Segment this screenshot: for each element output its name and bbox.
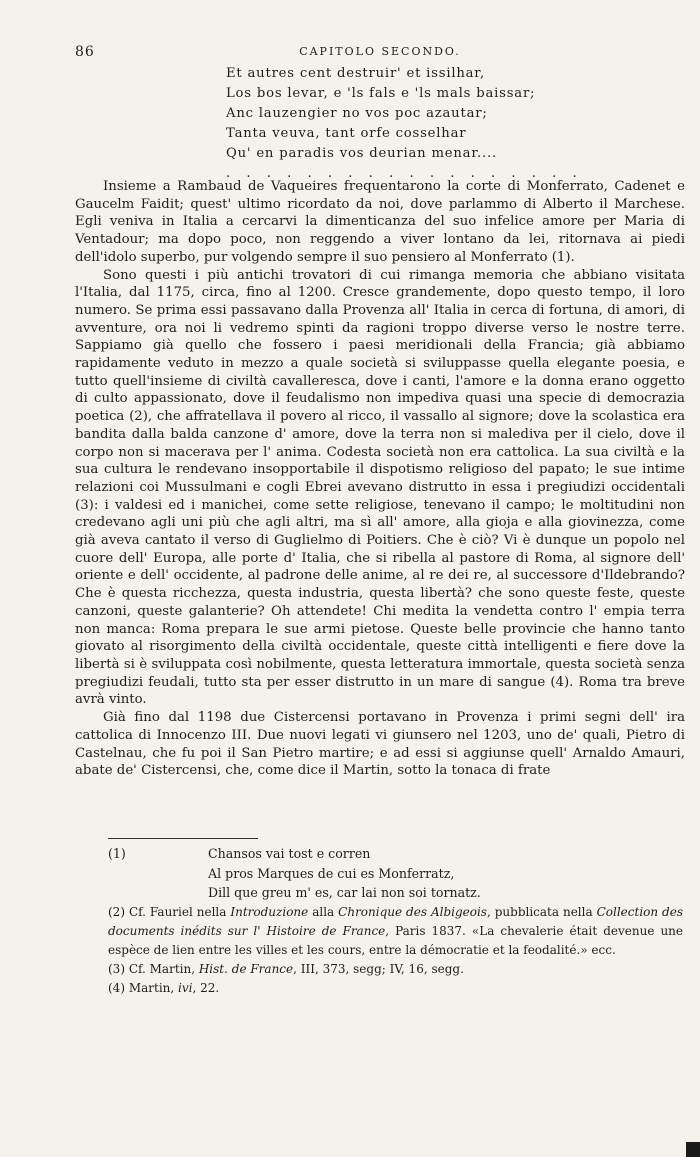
paragraph: Sono questi i più antichi trovatori di cui rimanga memoria che abbiano visitata l'Italia, dal 1175, circa, fino al 1200. Cresce grandemente, dopo questo tempo, il loro numero. Se prima essi passavano dalla Provenza all' Italia in cerca di fortuna, di amori, di avventure, ora noi li vedremo spinti da ragioni troppo diverse verso le nostre terre. Sappiamo già quello che fossero i paesi meridionali della Francia; già abbiamo rapidamente veduto in mezzo a quale società si sviluppasse quella elegante poesia, e tutto quell'insieme di civiltà cavalleresca, dove i canti, l'amore e la donna erano oggetto di culto appassionato, dove il feudalismo non impediva quasi una specie di democrazia poetica (2), che affratellava il povero al ricco, il vassallo al signore; dove la scolastica era bandita dalla balda canzone d' amore, dove la terra non si malediva per il cielo, dove il corpo non si macerava per l' anima. Codesta società non era cattolica. La sua civiltà e la sua cultura le rendevano insopportabile il dispotismo religioso del papato; le sue intime relazioni coi Mussulmani e cogli Ebrei avevano distrutto in essa i pregiudizi occidentali (3): i valdesi ed i manichei, come sette religiose, tenevano il campo; le moltitudini non credevano agli uni più che agli altri, ma sì all' amore, alla gioja e alla giovinezza, come già aveva cantato il verso di Guglielmo di Poitiers. Che è ciò? Vi è dunque un popolo nel cuore dell' Europa, alle porte d' Italia, che si ribella al pastore di Roma, al signore dell' oriente e dell' occidente, al padrone delle anime, al re dei re, al successore d'Ildebrando? Che è questa ricchezza, questa industria, questa libertà? che sono queste feste, queste canzoni, queste galanterie? Oh attendete! Chi medita la vendetta contro l' empia terra non manca: Roma prepara le sue armi pietose. Queste belle provincie che hanno tanto giovato al risorgimento della civiltà occidentale, queste città intelligenti e fiere dove la libertà si è sviluppata così nobilmente, questa letteratura immortale, questa società senza pregiudizi feudali, tutto sta per esser distrutto in un mare di sangue (4). Roma tra breve avrà vinto. [75, 267, 685, 708]
footnote-verse-line: Al pros Marques de cui es Monferratz, [208, 865, 455, 881]
verse-line: Los bos levar, e 'ls fals e 'ls mals baissar; [226, 86, 536, 101]
verse-ellipsis: . . . . . . . . . . . . . . . . . . [226, 166, 583, 181]
footnote-text: , Paris 1837. «La chevalerie était devenue une espèce de lien entre les villes et les cours, entre la démocratie et la feodalité.» ecc. [108, 924, 684, 957]
verse-block [226, 64, 583, 184]
footnote-verse [208, 844, 481, 903]
running-head [75, 44, 685, 62]
footnote-3 [108, 960, 683, 979]
footnote-text: , pubblicata nella [486, 905, 597, 919]
footnotes [108, 903, 683, 998]
binding-edge [686, 1142, 700, 1157]
footnote-verse-line: Dill que greu m' es, car lai non soi tornatz. [208, 885, 481, 900]
footnote-title: Collection des documents inédits sur l' Histoire de France [108, 905, 683, 938]
verse-line: Anc lauzengier no vos poc azautar; [226, 106, 488, 121]
footnote-title: Hist. de France [198, 962, 294, 976]
footnote-4 [108, 979, 683, 998]
footnote-text: (2) Cf. Fauriel nella [108, 905, 231, 919]
footnote-text: (3) Cf. Martin, [108, 962, 199, 976]
footnote-text: alla [308, 905, 339, 919]
page-number: 86 [75, 44, 95, 60]
footnote-title: Chronique des Albigeois [338, 905, 487, 919]
footnote-marker: (1) [108, 846, 126, 861]
verse-line: Et autres cent destruir' et issilhar, [226, 66, 485, 81]
footnote-divider [108, 838, 258, 839]
footnote-title: ivi [178, 981, 193, 995]
paragraph: Già fino dal 1198 due Cistercensi portavano in Provenza i primi segni dell' ira cattolica di Innocenzo III. Due nuovi legati vi giunsero nel 1203, uno de' quali, Pietro di Castelnau, che fu poi il San Pietro martire; e ad essi si aggiunse quell' Arnaldo Amauri, abate de' Cistercensi, che, come dice il Martin, sotto la tonaca di frate [75, 710, 685, 779]
footnote-verse-line: Chansos vai tost e corren [208, 846, 371, 861]
footnote-title: Introduzione [230, 905, 309, 919]
footnote-2 [108, 903, 683, 960]
footnote-text: , III, 373, segg; IV, 16, segg. [293, 962, 464, 976]
body-text [75, 178, 685, 780]
footnote-text: (4) Martin, [108, 981, 179, 995]
chapter-title: CAPITOLO SECONDO. [299, 45, 461, 58]
verse-line: Tanta veuva, tant orfe cosselhar [226, 126, 467, 141]
paragraph: Insieme a Rambaud de Vaqueires frequentarono la corte di Monferrato, Cadenet e Gaucelm Faidit; quest' ultimo ricordato da noi, dove parlammo di Alberto il Marchese. Egli veniva in Italia a cercarvi la dimenticanza del suo infelice amore per Maria di Ventadour; ma dopo poco, non reggendo a viver lontano da lei, ritornava ai piedi dell'idolo superbo, pur volgendo sempre il suo pensiero al Monferrato (1). [75, 179, 685, 265]
verse-line: Qu' en paradis vos deurian menar.... [226, 146, 497, 161]
footnote-text: , 22. [192, 981, 220, 995]
